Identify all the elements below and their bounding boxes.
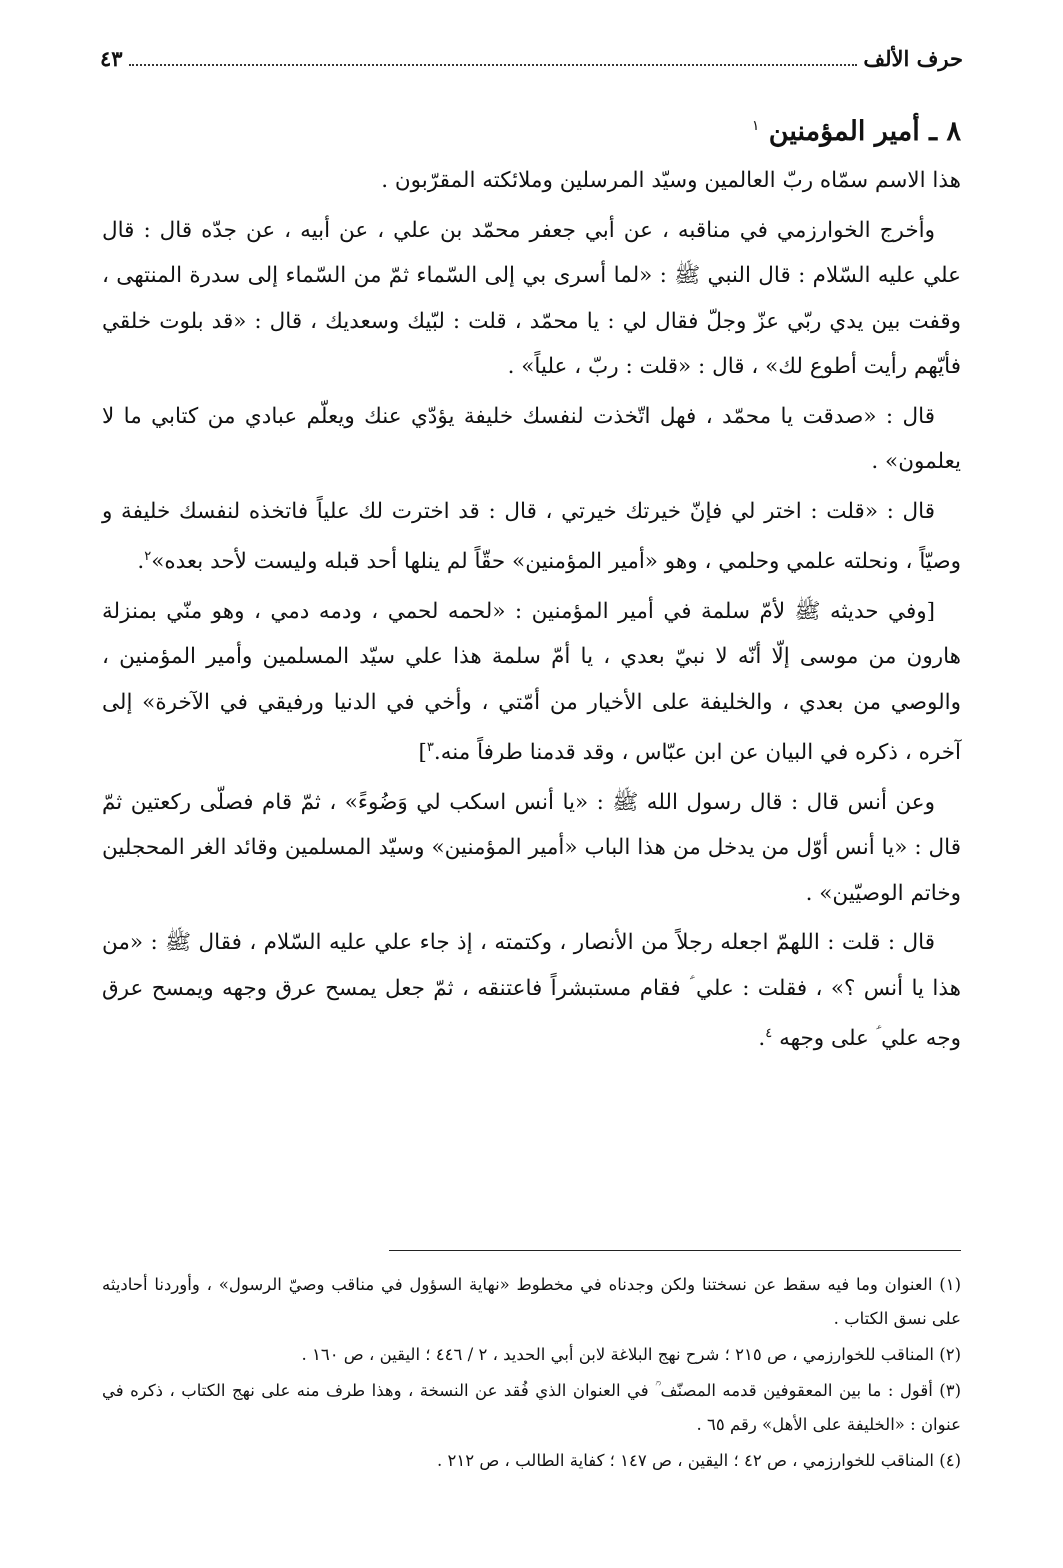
paragraph-4: قال : «قلت : اختر لي فإنّ خيرتك خيرتي ، قال : قد اخترت لك علياً فاتخذه لنفسك خليفة و وصيّاً ، ونحلته علمي وحلمي ، وهو «أمير المؤمنين» حقّاً لم ينلها أحد قبله وليست لأحد بعده»$^٢$.	[102, 498, 961, 575]
footnote-3: (٣) أقول : ما بين المعقوفين قدمه المصنّف ؒ في العنوان الذي فُقد عن النسخة ، وهذا طرف منه على نهج الكتاب ، ذكره في عنوان : «الخليفة على الأهل» رقم ٦٥ .	[102, 1381, 961, 1434]
footnote-ref-4: ٤	[765, 1026, 773, 1042]
footnote-separator	[389, 1250, 961, 1251]
title-note-ref: ١	[751, 118, 760, 134]
paragraph-1: هذا الاسم سمّاه ربّ العالمين وسيّد المرسلين وملائكته المقرّبون .	[381, 168, 961, 193]
leader-dots	[129, 50, 858, 66]
paragraph-5: [وفي حديثه ﷺ لأمّ سلمة في أمير المؤمنين : «لحمه لحمي ، ودمه دمي ، وهو منّي بمنزلة هارون من موسى إلّا أنّه لا نبيّ بعدي ، يا أمّ سلمة هذا علي سيّد المسلمين وأمير المؤمنين ، والوصي من بعدي ، والخليفة على الأخيار من أمّتي ، وأخي في الدنيا ورفيقي في الآخرة» إلى آخره ، ذكره في البيان عن ابن عبّاس ، وقد قدمنا طرفاً منه.$^٣$]	[102, 598, 961, 766]
running-title: حرف الألف	[863, 46, 963, 71]
footnote-ref-2: ٢	[144, 549, 152, 564]
footnote-1: (١) العنوان وما فيه سقط عن نسختنا ولكن وجدناه في مخطوط «نهاية السؤول في مناقب وصيّ الرسول» ، وأوردنا أحاديثه على نسق الكتاب .	[102, 1275, 961, 1328]
footnote-ref-3: ٣	[426, 740, 434, 756]
page-number: ٤٣	[100, 46, 123, 71]
paragraph-2: وأخرج الخوارزمي في مناقبه ، عن أبي جعفر محمّد بن علي ، عن أبيه ، عن جدّه قال : قال علي عليه السّلام : قال النبي ﷺ : «لما أسرى بي إلى السّماء ثمّ من السّماء إلى سدرة المنتهى ، وقفت بين يدي ربّي عزّ وجلّ فقال لي : يا محمّد ، قلت : لبّيك وسعديك ، قال : «قد بلوت خلقي فأيّهم رأيت أطوع لك» ، قال : «قلت : ربّ ، علياً» .	[102, 217, 961, 379]
main-text	[102, 104, 961, 1066]
footnote-2: (٢) المناقب للخوارزمي ، ص ٢١٥ ؛ شرح نهج البلاغة لابن أبي الحديد ، ٢ / ٤٤٦ ؛ اليقين ، ص ١٦٠ .	[301, 1345, 961, 1364]
entry-title: ٨ ـ أمير المؤمنين $^١$	[751, 116, 961, 147]
footnotes	[102, 1268, 961, 1480]
paragraph-3: قال : «صدقت يا محمّد ، فهل اتّخذت لنفسك خليفة يؤدّي عنك ويعلّم عبادي من كتابي ما لا يعلمون» .	[102, 403, 961, 474]
paragraph-6: وعن أنس قال : قال رسول الله ﷺ : «يا أنس اسكب لي وَضُوءً» ، ثمّ قام فصلّى ركعتين ثمّ قال : «يا أنس أوّل من يدخل من هذا الباب «أمير المؤمنين» وسيّد المسلمين وقائد الغر المحجلين وخاتم الوصيّين» .	[102, 789, 961, 906]
paragraph-7: قال : قلت : اللهمّ اجعله رجلاً من الأنصار ، وكتمته ، إذ جاء علي عليه السّلام ، فقال ﷺ : «من هذا يا أنس ؟» ، فقلت : علي ؑ فقام مستبشراً فاعتنقه ، ثمّ جعل يمسح عرق وجهه ويمسح عرق وجه علي ؑ على وجهه $^٤$.	[102, 930, 961, 1052]
footnote-4: (٤) المناقب للخوارزمي ، ص ٤٢ ؛ اليقين ، ص ١٤٧ ؛ كفاية الطالب ، ص ٢١٢ .	[437, 1451, 961, 1470]
running-header	[100, 46, 963, 78]
